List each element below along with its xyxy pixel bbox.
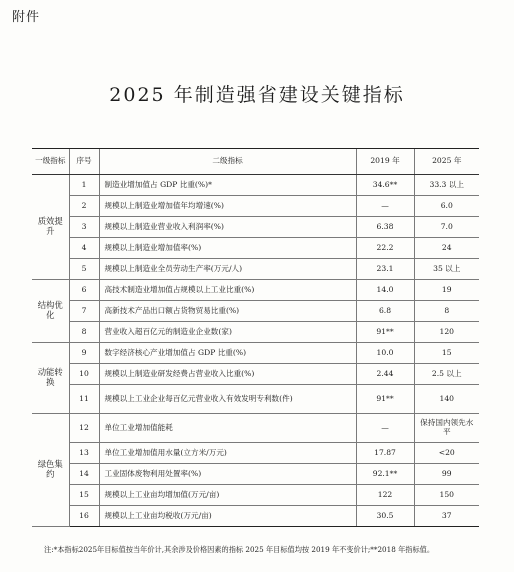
value-2019: 22.2: [356, 238, 414, 259]
table-row: [32, 343, 479, 364]
value-2019: 92.1**: [356, 464, 414, 485]
row-number: 6: [69, 280, 99, 301]
table-row: [32, 175, 479, 196]
row-number: 5: [69, 259, 99, 280]
row-number: 15: [69, 485, 99, 506]
indicator-name: 规模以上制造业增加值年均增速(%): [99, 196, 356, 217]
value-2025: 8: [414, 301, 479, 322]
value-2019: 6.38: [356, 217, 414, 238]
row-number: 11: [69, 385, 99, 414]
header-2025: 2025 年: [414, 149, 479, 175]
value-2019: 14.0: [356, 280, 414, 301]
table-row: [32, 259, 479, 280]
indicator-name: 数字经济核心产业增加值占 GDP 比重(%): [99, 343, 356, 364]
row-number: 14: [69, 464, 99, 485]
table-row: [32, 322, 479, 343]
value-2019: 17.87: [356, 443, 414, 464]
table-row: [32, 485, 479, 506]
indicator-name: 高新技术产品出口额占货物贸易比重(%): [99, 301, 356, 322]
value-2019: 91**: [356, 322, 414, 343]
value-2025: 6.0: [414, 196, 479, 217]
row-number: 10: [69, 364, 99, 385]
category-cell: 质效提升: [32, 175, 69, 280]
value-2019: 6.8: [356, 301, 414, 322]
indicator-name: 规模以上制造业营业收入利润率(%): [99, 217, 356, 238]
category-cell: 动能转换: [32, 343, 69, 414]
indicator-name: 单位工业增加值用水量(立方米/万元): [99, 443, 356, 464]
value-2019: 2.44: [356, 364, 414, 385]
value-2019: 122: [356, 485, 414, 506]
row-number: 13: [69, 443, 99, 464]
value-2019: —: [356, 196, 414, 217]
value-2025: 99: [414, 464, 479, 485]
row-number: 8: [69, 322, 99, 343]
table-row: [32, 443, 479, 464]
row-number: 16: [69, 506, 99, 527]
value-2025: 19: [414, 280, 479, 301]
value-2025: 15: [414, 343, 479, 364]
indicator-name: 营业收入超百亿元的制造业企业数(家): [99, 322, 356, 343]
row-number: 1: [69, 175, 99, 196]
row-number: 3: [69, 217, 99, 238]
indicator-name: 规模以上工业企业每百亿元营业收入有效发明专利数(件): [99, 385, 356, 414]
value-2025: 24: [414, 238, 479, 259]
indicator-name: 工业固体废物利用处置率(%): [99, 464, 356, 485]
indicator-name: 规模以上制造业增加值率(%): [99, 238, 356, 259]
table-row: [32, 301, 479, 322]
table-row: [32, 196, 479, 217]
value-2025: 2.5 以上: [414, 364, 479, 385]
table-row: [32, 385, 479, 414]
value-2019: 23.1: [356, 259, 414, 280]
value-2025: 140: [414, 385, 479, 414]
value-2025: 33.3 以上: [414, 175, 479, 196]
header-2019: 2019 年: [356, 149, 414, 175]
table-row: [32, 238, 479, 259]
footnote: 注:*本指标2025年目标值按当年价计,其余涉及价格因素的指标 2025 年目标值均按 2019 年不变价计;**2018 年指标值。: [44, 545, 435, 554]
category-cell: 绿色集约: [32, 414, 69, 527]
table-row: [32, 414, 479, 443]
value-2019: 30.5: [356, 506, 414, 527]
indicator-name: 制造业增加值占 GDP 比重(%)*: [99, 175, 356, 196]
page-title: 2025 年制造强省建设关键指标: [109, 84, 405, 106]
header-number: 序号: [69, 149, 99, 175]
value-2019: 10.0: [356, 343, 414, 364]
indicator-name: 规模以上制造业全员劳动生产率(万元/人): [99, 259, 356, 280]
attachment-label: 附件: [12, 10, 41, 25]
row-number: 4: [69, 238, 99, 259]
table-row: [32, 364, 479, 385]
value-2025: 150: [414, 485, 479, 506]
row-number: 7: [69, 301, 99, 322]
value-2019: —: [356, 414, 414, 443]
indicator-name: 高技术制造业增加值占规模以上工业比重(%): [99, 280, 356, 301]
row-number: 12: [69, 414, 99, 443]
table-row: [32, 280, 479, 301]
indicator-table: [32, 148, 479, 527]
indicator-name: 规模以上制造业研发经费占营业收入比重(%): [99, 364, 356, 385]
value-2025: 37: [414, 506, 479, 527]
category-cell: 结构优化: [32, 280, 69, 343]
value-2019: 91**: [356, 385, 414, 414]
value-2025: 保持国内领先水平: [414, 414, 479, 443]
header-indicator: 二级指标: [99, 149, 356, 175]
value-2025: <20: [414, 443, 479, 464]
indicator-name: 规模以上工业亩均税收(万元/亩): [99, 506, 356, 527]
row-number: 9: [69, 343, 99, 364]
row-number: 2: [69, 196, 99, 217]
table-body: [32, 175, 479, 527]
value-2019: 34.6**: [356, 175, 414, 196]
table-row: [32, 217, 479, 238]
value-2025: 35 以上: [414, 259, 479, 280]
indicator-name: 规模以上工业亩均增加值(万元/亩): [99, 485, 356, 506]
table-row: [32, 506, 479, 527]
value-2025: 7.0: [414, 217, 479, 238]
value-2025: 120: [414, 322, 479, 343]
header-category: 一级指标: [32, 149, 69, 175]
indicator-name: 单位工业增加值能耗: [99, 414, 356, 443]
table-row: [32, 464, 479, 485]
table-header-row: [32, 149, 479, 175]
